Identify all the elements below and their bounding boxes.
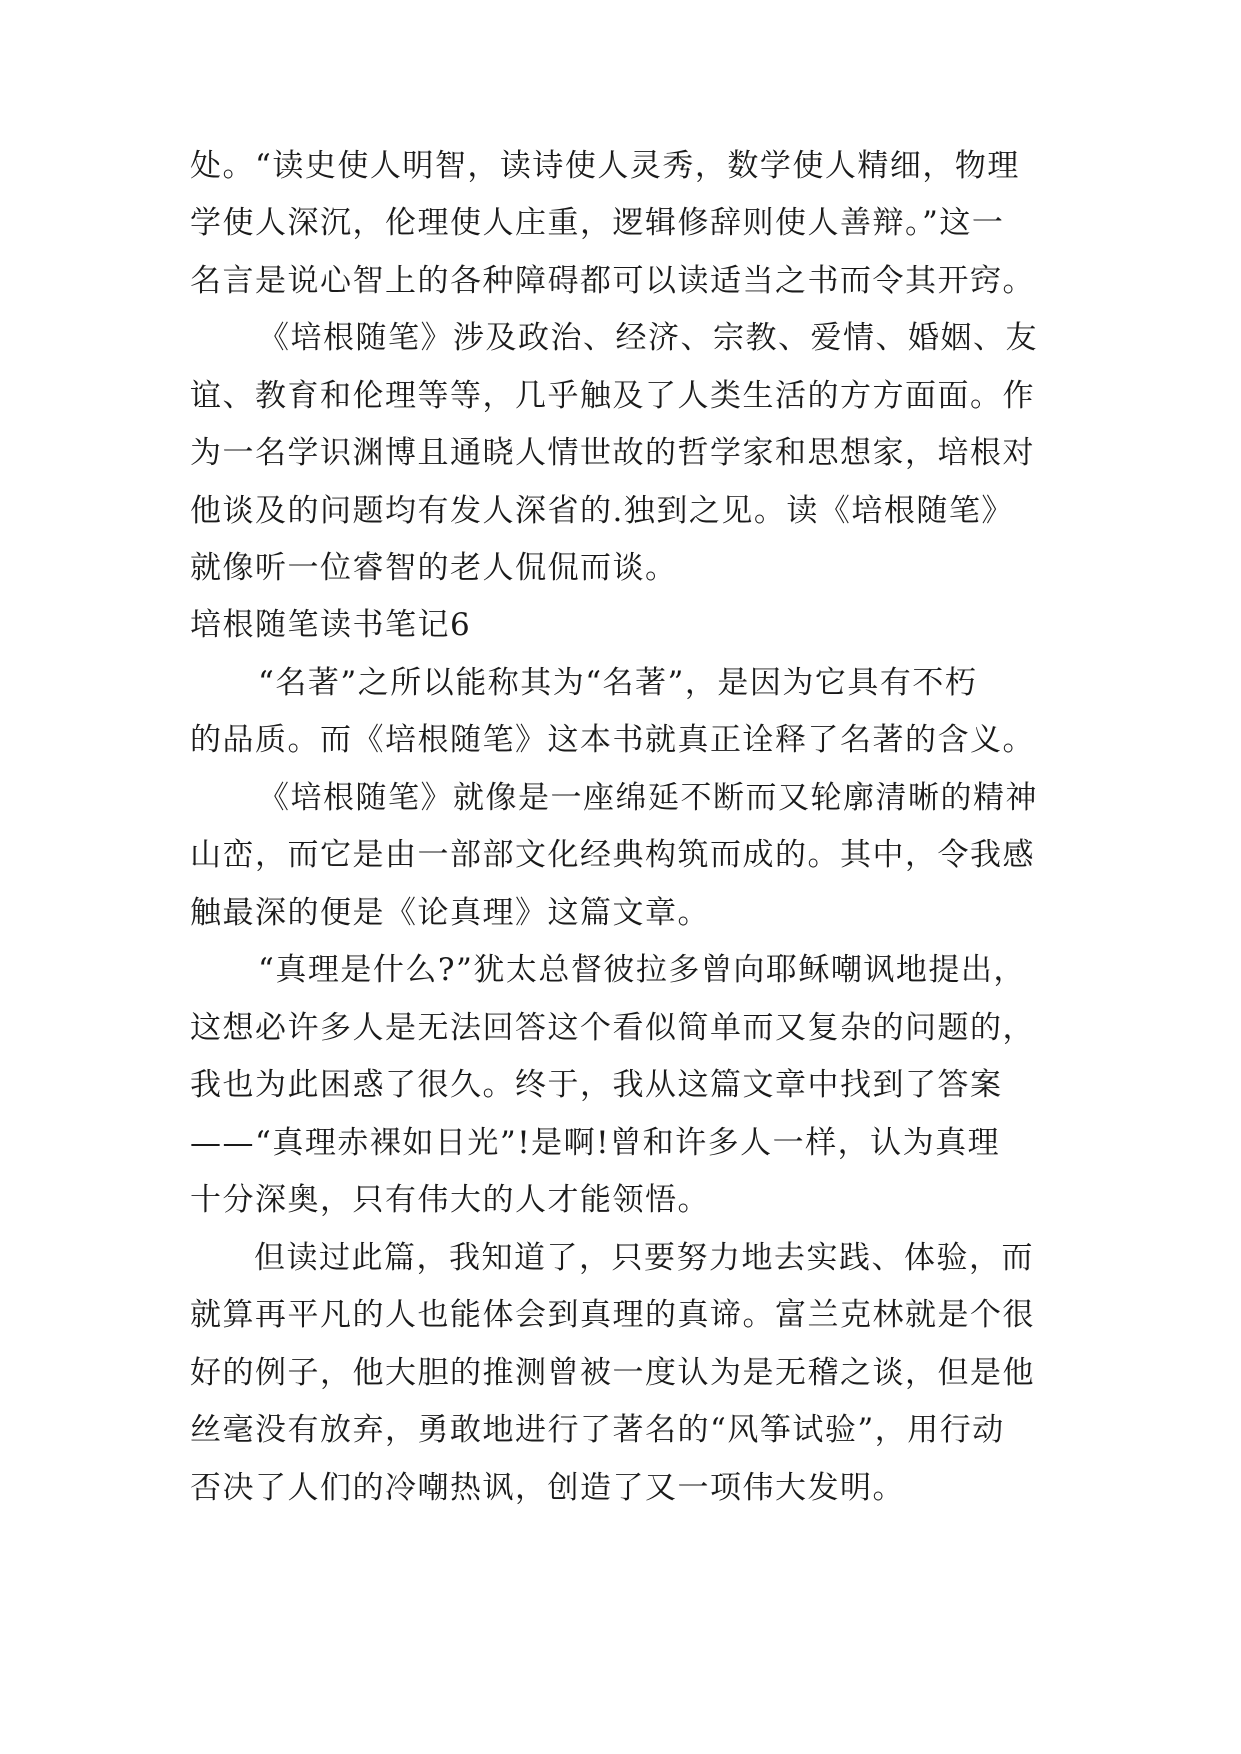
text-line: 的品质。而《培根随笔》这本书就真正诠释了名著的含义。 xyxy=(190,722,1035,758)
text-line: “名著”之所以能称其为“名著”，是因为它具有不朽 xyxy=(258,665,978,701)
text-line: 我也为此困惑了很久。终于，我从这篇文章中找到了答案 xyxy=(190,1067,1003,1103)
text-line: 但读过此篇，我知道了，只要努力地去实践、体验，而 xyxy=(254,1240,1034,1276)
text-line: 处。“读史使人明智，读诗使人灵秀，数学使人精细，物理 xyxy=(190,148,1020,184)
text-line: 他谈及的问题均有发人深省的.独到之见。读《培根随笔》 xyxy=(190,493,1014,529)
text-line: 就像听一位睿智的老人侃侃而谈。 xyxy=(190,550,678,586)
text-line: 好的例子，他大胆的推测曾被一度认为是无稽之谈，但是他 xyxy=(190,1355,1035,1391)
text-line: “真理是什么?”犹太总督彼拉多曾向耶稣嘲讽地提出， xyxy=(258,952,1026,988)
text-line: 丝毫没有放弃，勇敢地进行了著名的“风筝试验”，用行动 xyxy=(190,1412,1005,1448)
text-line: 《培根随笔》就像是一座绵延不断而又轮廓清晰的精神 xyxy=(258,780,1038,816)
text-line: 为一名学识渊博且通晓人情世故的哲学家和思想家，培根对 xyxy=(190,435,1035,471)
section-heading: 培根随笔读书笔记6 xyxy=(190,607,472,643)
text-line: 十分深奥，只有伟大的人才能领悟。 xyxy=(190,1182,710,1218)
text-line: 触最深的便是《论真理》这篇文章。 xyxy=(190,895,710,931)
text-line: 山峦，而它是由一部部文化经典构筑而成的。其中，令我感 xyxy=(190,837,1035,873)
text-line: 这想必许多人是无法回答这个看似简单而又复杂的问题的， xyxy=(190,1010,1035,1046)
text-line: 名言是说心智上的各种障碍都可以读适当之书而令其开窍。 xyxy=(190,263,1035,299)
text-line: 否决了人们的冷嘲热讽，创造了又一项伟大发明。 xyxy=(190,1470,905,1506)
text-line: 《培根随笔》涉及政治、经济、宗教、爱情、婚姻、友 xyxy=(258,320,1038,356)
text-line: ——“真理赤裸如日光”!是啊!曾和许多人一样，认为真理 xyxy=(190,1125,1001,1161)
text-line: 学使人深沉，伦理使人庄重，逻辑修辞则使人善辩。”这一 xyxy=(190,205,1005,241)
text-line: 就算再平凡的人也能体会到真理的真谛。富兰克林就是个很 xyxy=(190,1297,1035,1333)
text-line: 谊、教育和伦理等等，几乎触及了人类生活的方方面面。作 xyxy=(190,378,1035,414)
